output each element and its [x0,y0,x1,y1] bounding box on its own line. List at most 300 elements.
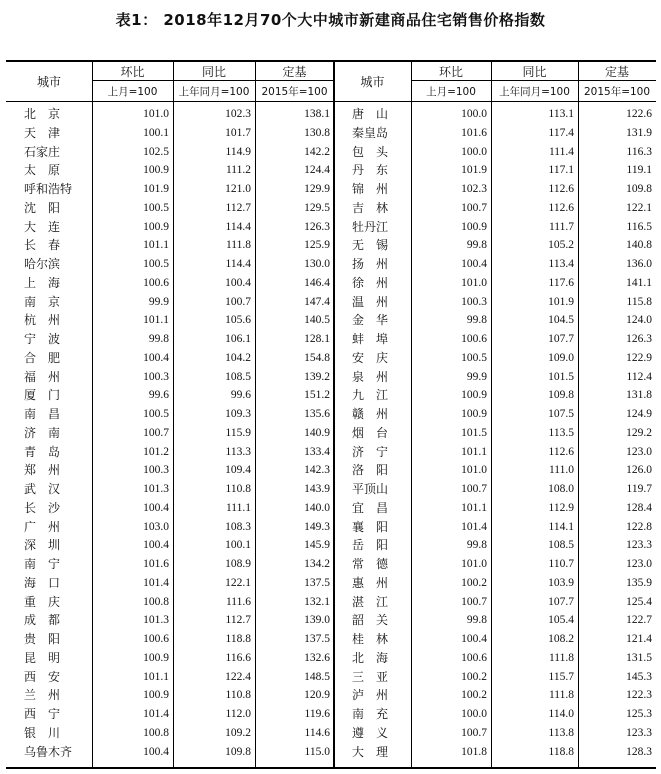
right-base-value: 125.3 [626,708,652,720]
left-mom-value: 100.9 [143,220,169,233]
left-header-base-base: 2015年=100 [261,85,328,98]
right-mom-value: 100.0 [461,145,487,158]
right-base-value: 128.3 [626,745,652,758]
left-base-value: 129.9 [304,183,330,195]
header-column-divider [255,62,256,101]
table-row [6,105,656,124]
header-column-divider [491,62,492,101]
left-header-yoy: 同比 [173,62,255,81]
table-row [6,386,656,405]
left-city-name: 太 原 [24,163,61,178]
left-mom-value: 100.9 [143,164,169,177]
table-row [6,461,656,480]
right-mom-value: 100.4 [461,258,487,270]
table-row [6,293,656,312]
left-yoy-value: 100.1 [225,539,251,552]
right-mom-value: 101.1 [461,445,487,458]
left-mom-value: 101.0 [143,108,169,120]
right-mom-value: 100.0 [461,108,487,120]
left-city-name: 石家庄 [24,144,61,159]
left-yoy-value: 109.8 [225,745,251,758]
left-base-value: 142.3 [304,464,330,477]
left-yoy-value: 112.7 [225,201,251,214]
left-yoy-value: 113.3 [225,445,251,458]
left-mom-value: 101.4 [143,708,169,720]
right-base-value: 115.8 [626,295,652,308]
right-city-name: 吉 林 [352,200,389,215]
right-base-value: 122.1 [626,201,652,214]
table-row [6,668,656,687]
right-mom-value: 100.9 [461,408,487,420]
left-city-name: 大 连 [24,219,61,234]
right-base-value: 122.9 [626,351,652,364]
right-mom-value: 99.8 [466,614,487,627]
right-city-name: 扬 州 [352,257,389,271]
left-mom-value: 101.1 [143,239,169,252]
right-base-value: 116.5 [626,220,652,233]
table-row [6,686,656,705]
left-base-value: 132.6 [304,651,330,664]
right-mom-value: 100.7 [461,595,487,608]
left-mom-value: 99.6 [148,389,169,402]
left-yoy-value: 100.4 [225,276,251,289]
left-mom-value: 100.3 [143,370,169,383]
right-yoy-value: 113.8 [548,726,574,739]
table-row [6,536,656,555]
left-yoy-value: 100.7 [225,295,251,308]
left-yoy-value: 108.3 [225,520,251,533]
right-city-name: 安 庆 [352,350,389,365]
right-mom-value: 101.5 [461,426,487,439]
right-base-value: 129.2 [626,426,652,439]
left-city-name: 海 口 [24,575,61,590]
right-yoy-value: 117.1 [548,164,574,177]
table-row [6,630,656,649]
left-mom-value: 100.9 [143,651,169,664]
table-row [6,349,656,368]
table-row [6,199,656,218]
right-yoy-value: 113.4 [548,258,574,270]
right-yoy-value: 112.6 [548,201,574,214]
left-city-name: 哈尔滨 [24,257,61,271]
header-column-divider [173,62,174,101]
header-column-divider [411,62,412,101]
right-city-name: 包 头 [352,144,389,159]
right-city-name: 常 德 [352,557,389,571]
left-mom-value: 101.3 [143,614,169,627]
table-row [6,724,656,743]
right-city-name: 洛 阳 [352,463,389,478]
right-mom-value: 100.2 [461,576,487,589]
right-city-name: 遵 义 [352,725,389,740]
left-mom-value: 100.8 [143,595,169,608]
right-mom-value: 99.9 [466,370,487,383]
right-city-name: 桂 林 [352,632,389,646]
table-row [6,424,656,443]
left-city-name: 广 州 [24,519,61,534]
left-city-name: 兰 州 [24,688,61,703]
left-yoy-value: 111.6 [225,595,251,608]
left-city-name: 武 汉 [24,482,61,496]
right-base-value: 140.8 [626,239,652,252]
left-yoy-value: 111.8 [225,239,251,252]
left-mom-value: 100.5 [143,201,169,214]
right-mom-value: 100.7 [461,483,487,495]
left-mom-value: 101.4 [143,576,169,589]
left-base-value: 138.1 [304,108,330,120]
left-yoy-value: 114.4 [225,220,251,233]
left-mom-value: 101.2 [143,445,169,458]
right-yoy-value: 111.4 [548,145,574,158]
right-yoy-value: 108.5 [548,539,574,552]
right-header-yoy: 同比 [491,62,578,81]
right-yoy-value: 105.4 [548,614,574,627]
right-mom-value: 99.8 [466,539,487,552]
left-base-value: 129.5 [304,201,330,214]
right-city-name: 三 亚 [352,669,389,684]
left-city-name: 乌鲁木齐 [24,744,73,759]
left-mom-value: 101.1 [143,670,169,683]
right-mom-value: 102.3 [461,183,487,195]
left-city-name: 长 沙 [24,500,61,515]
right-mom-value: 101.0 [461,276,487,289]
table-row [6,161,656,180]
left-city-name: 成 都 [24,613,61,628]
left-base-value: 148.5 [304,670,330,683]
left-base-value: 142.2 [304,145,330,158]
left-yoy-value: 110.8 [225,483,251,495]
left-city-name: 南 京 [24,294,61,309]
table-row [6,274,656,293]
left-base-value: 120.9 [304,689,330,702]
left-city-name: 长 春 [24,238,61,253]
left-city-name: 昆 明 [24,650,61,665]
right-yoy-value: 114.0 [548,708,574,720]
left-base-value: 115.0 [304,745,330,758]
left-base-value: 137.5 [304,633,330,645]
left-city-name: 济 南 [24,425,61,440]
right-yoy-value: 114.1 [548,520,574,533]
right-yoy-value: 109.0 [548,351,574,364]
right-mom-value: 100.9 [461,389,487,402]
right-city-name: 唐 山 [352,107,389,121]
table-row [6,368,656,387]
right-base-value: 123.3 [626,726,652,739]
left-mom-value: 100.1 [143,126,169,139]
right-yoy-value: 113.5 [548,426,574,439]
left-yoy-value: 122.1 [225,576,251,589]
left-yoy-value: 108.9 [225,558,251,570]
left-yoy-value: 114.4 [225,258,251,270]
right-mom-value: 101.9 [461,164,487,177]
right-header-city: 城市 [360,75,385,89]
left-yoy-value: 122.4 [225,670,251,683]
right-mom-value: 100.7 [461,201,487,214]
left-yoy-value: 110.8 [225,689,251,702]
right-mom-value: 100.2 [461,689,487,702]
right-city-name: 襄 阳 [352,519,389,534]
left-mom-value: 100.6 [143,633,169,645]
left-base-value: 130.0 [304,258,330,270]
right-city-name: 无 锡 [352,238,389,253]
left-base-value: 137.5 [304,576,330,589]
left-mom-value: 101.9 [143,183,169,195]
right-base-value: 123.0 [626,558,652,570]
table-row [6,574,656,593]
right-base-value: 112.4 [626,370,652,383]
left-mom-value: 100.4 [143,745,169,758]
right-yoy-value: 110.7 [548,558,574,570]
right-mom-value: 101.4 [461,520,487,533]
left-mom-value: 101.3 [143,483,169,495]
right-yoy-value: 101.5 [548,370,574,383]
right-yoy-value: 104.5 [548,314,574,327]
right-city-name: 惠 州 [352,575,389,590]
right-city-name: 温 州 [352,294,389,309]
right-header-mom: 环比 [411,62,491,81]
right-city-name: 锦 州 [352,182,389,196]
left-base-value: 126.3 [304,220,330,233]
table-row [6,236,656,255]
right-base-value: 122.7 [626,614,652,627]
left-yoy-value: 115.9 [225,426,251,439]
left-yoy-value: 116.6 [225,651,251,664]
left-city-name: 杭 州 [24,313,61,328]
left-mom-value: 100.6 [143,276,169,289]
left-header-mom: 环比 [92,62,173,81]
table-row [6,330,656,349]
right-mom-value: 100.7 [461,726,487,739]
right-mom-value: 100.3 [461,295,487,308]
right-mom-value: 101.6 [461,126,487,139]
table-row [6,311,656,330]
right-base-value: 123.0 [626,445,652,458]
right-yoy-value: 118.8 [548,745,574,758]
right-header-base: 定基 [578,62,656,81]
left-city-name: 福 州 [24,369,61,384]
left-yoy-value: 108.5 [225,370,251,383]
left-city-name: 青 岛 [24,444,61,459]
left-city-name: 西 宁 [24,707,61,721]
left-city-name: 南 昌 [24,407,61,421]
header-column-divider [92,62,93,101]
left-mom-value: 100.3 [143,464,169,477]
left-base-value: 151.2 [304,389,330,402]
table-row [6,649,656,668]
left-base-value: 140.9 [304,426,330,439]
right-city-name: 岳 阳 [352,538,389,553]
right-city-name: 韶 关 [352,613,389,628]
left-city-name: 天 津 [24,125,61,140]
left-yoy-value: 106.1 [225,333,251,345]
right-mom-value: 100.0 [461,708,487,720]
right-yoy-value: 109.8 [548,389,574,402]
right-yoy-value: 107.5 [548,408,574,420]
right-base-value: 121.4 [626,633,652,645]
left-city-name: 银 川 [24,725,61,740]
left-mom-value: 100.7 [143,426,169,439]
left-base-value: 139.2 [304,370,330,383]
right-yoy-value: 112.6 [548,445,574,458]
right-city-name: 丹 东 [352,163,389,178]
right-yoy-value: 112.6 [548,183,574,195]
right-base-value: 122.6 [626,108,652,120]
right-header-mom-base: 上月=100 [426,85,476,98]
right-yoy-value: 115.7 [548,670,574,683]
left-mom-value: 99.9 [148,295,169,308]
right-yoy-value: 101.9 [548,295,574,308]
left-yoy-value: 111.1 [225,501,251,514]
left-base-value: 119.6 [304,708,330,720]
right-city-name: 金 华 [352,313,389,328]
table-body [6,102,656,769]
right-base-value: 119.1 [626,164,652,177]
right-city-name: 北 海 [352,650,389,665]
table-row [6,124,656,143]
left-city-name: 南 宁 [24,557,61,571]
table-title: 表1： 2018年12月70个大中城市新建商品住宅销售价格指数 [115,11,546,29]
right-base-value: 136.0 [626,258,652,270]
header-center-divider [333,62,335,101]
left-mom-value: 100.8 [143,726,169,739]
right-yoy-value: 111.8 [548,651,574,664]
left-city-name: 厦 门 [24,388,61,403]
right-mom-value: 100.9 [461,220,487,233]
table-row [6,518,656,537]
right-city-name: 秦皇岛 [352,125,389,140]
right-header-base-base: 2015年=100 [583,85,651,98]
left-yoy-value: 105.6 [225,314,251,327]
right-yoy-value: 107.7 [548,333,574,345]
table-row [6,255,656,274]
table-row [6,480,656,499]
right-base-value: 124.0 [626,314,652,327]
right-yoy-value: 108.2 [548,633,574,645]
right-mom-value: 101.0 [461,464,487,477]
right-base-value: 131.5 [626,651,652,664]
table-row [6,180,656,199]
left-yoy-value: 99.6 [230,389,251,402]
right-mom-value: 100.4 [461,633,487,645]
table-row [6,611,656,630]
right-base-value: 125.4 [626,595,652,608]
right-yoy-value: 108.0 [548,483,574,495]
right-base-value: 126.0 [626,464,652,477]
left-city-name: 宁 波 [24,332,61,346]
left-city-name: 深 圳 [24,538,61,553]
left-base-value: 146.4 [304,276,330,289]
left-yoy-value: 109.3 [225,408,251,420]
left-mom-value: 99.8 [148,333,169,345]
right-city-name: 赣 州 [352,407,389,421]
right-mom-value: 99.8 [466,314,487,327]
left-yoy-value: 109.4 [225,464,251,477]
left-base-value: 147.4 [304,295,330,308]
left-mom-value: 100.9 [143,689,169,702]
left-base-value: 154.8 [304,351,330,364]
table-row [6,705,656,724]
left-yoy-value: 118.8 [225,633,251,645]
left-yoy-value: 102.3 [225,108,251,120]
left-base-value: 124.4 [304,164,330,177]
right-base-value: 131.9 [626,126,652,139]
left-mom-value: 101.1 [143,314,169,327]
left-header-base: 定基 [255,62,334,81]
left-city-name: 北 京 [24,107,61,121]
left-base-value: 114.6 [304,726,330,739]
left-city-name: 合 肥 [24,350,61,365]
right-base-value: 122.3 [626,689,652,702]
left-base-value: 135.6 [304,408,330,420]
right-yoy-value: 111.0 [548,464,574,477]
table-row [6,143,656,162]
table-row [6,443,656,462]
left-mom-value: 100.5 [143,408,169,420]
right-base-value: 109.8 [626,183,652,195]
price-index-table [6,60,656,769]
right-yoy-value: 113.1 [548,108,574,120]
left-mom-value: 100.5 [143,258,169,270]
left-yoy-value: 121.0 [225,183,251,195]
right-yoy-value: 117.4 [548,126,574,139]
left-base-value: 134.2 [304,558,330,570]
left-base-value: 145.9 [304,539,330,552]
right-mom-value: 101.1 [461,501,487,514]
right-mom-value: 100.5 [461,351,487,364]
table-header [6,62,656,102]
right-city-name: 济 宁 [352,444,389,459]
left-base-value: 140.0 [304,501,330,514]
right-city-name: 平顶山 [352,482,389,496]
right-yoy-value: 103.9 [548,576,574,589]
left-city-name: 重 庆 [24,594,61,609]
right-base-value: 135.9 [626,576,652,589]
right-yoy-value: 111.8 [548,689,574,702]
right-base-value: 141.1 [626,276,652,289]
left-mom-value: 100.4 [143,539,169,552]
left-base-value: 140.5 [304,314,330,327]
right-base-value: 145.3 [626,670,652,683]
header-column-divider [578,62,579,101]
left-mom-value: 103.0 [143,520,169,533]
left-header-yoy-base: 上年同月=100 [178,85,250,98]
left-city-name: 西 安 [24,669,61,684]
right-mom-value: 100.6 [461,333,487,345]
left-header-mom-base: 上月=100 [107,85,158,98]
right-city-name: 宜 昌 [352,500,389,515]
right-city-name: 徐 州 [352,275,389,290]
right-base-value: 122.8 [626,520,652,533]
left-city-name: 郑 州 [24,463,61,478]
right-base-value: 131.8 [626,389,652,402]
left-yoy-value: 104.2 [225,351,251,364]
right-yoy-value: 107.7 [548,595,574,608]
left-base-value: 139.0 [304,614,330,627]
table-row [6,218,656,237]
table-row [6,499,656,518]
right-base-value: 128.4 [626,501,652,514]
right-city-name: 九 江 [352,388,389,403]
table-row [6,555,656,574]
right-mom-value: 100.6 [461,651,487,664]
left-yoy-value: 112.0 [225,708,251,720]
table-row [6,405,656,424]
right-city-name: 湛 江 [352,594,389,609]
left-yoy-value: 114.9 [225,145,251,158]
right-yoy-value: 111.7 [548,220,574,233]
left-mom-value: 102.5 [143,145,169,158]
right-city-name: 牡丹江 [352,219,389,234]
